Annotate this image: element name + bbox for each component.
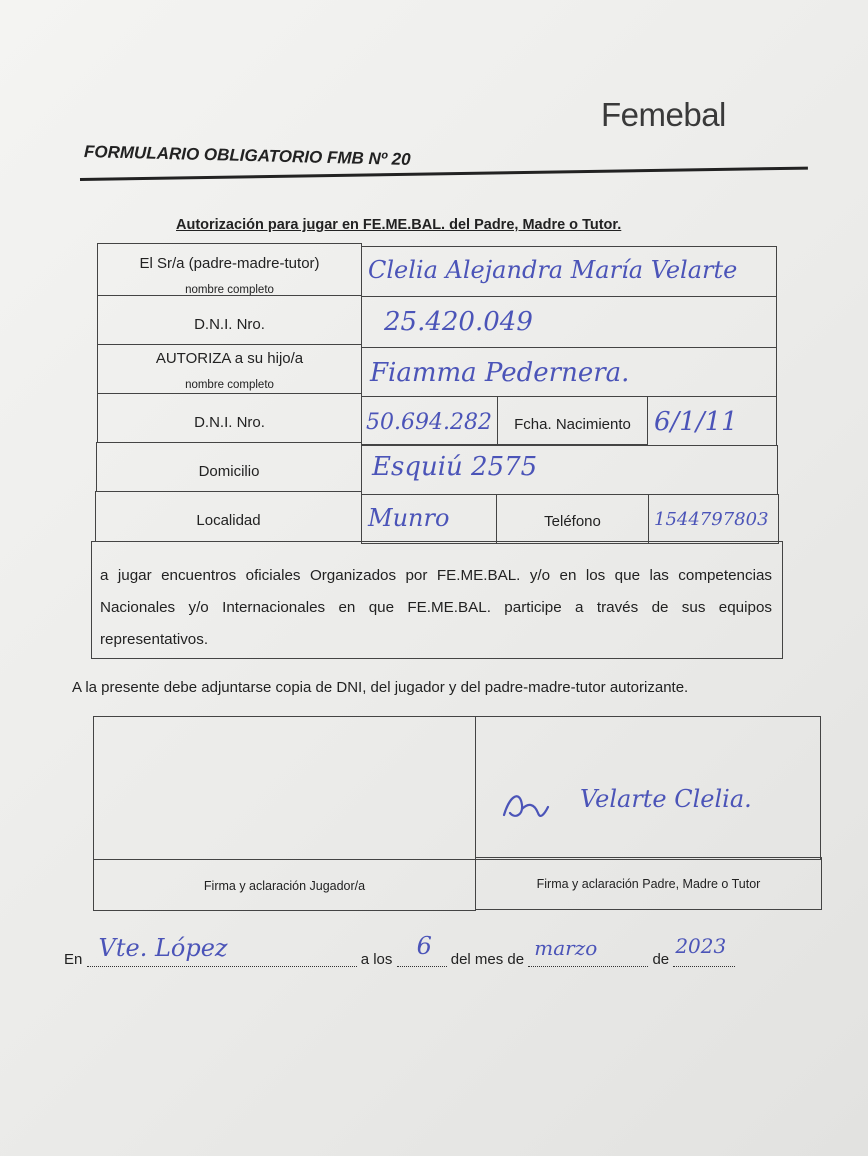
place-value: Vte. López bbox=[98, 934, 228, 962]
month-field bbox=[528, 936, 648, 967]
birth-date-value: 6/1/11 bbox=[654, 407, 738, 437]
child-name-value: Fiamma Pedernera. bbox=[370, 358, 630, 388]
signature-scribble-icon bbox=[500, 785, 560, 825]
day-value: 6 bbox=[416, 932, 432, 960]
child-sublabel: nombre completo bbox=[185, 379, 274, 391]
birth-label: Fcha. Nacimiento bbox=[514, 416, 631, 433]
month-value: marzo bbox=[534, 936, 598, 960]
logo-text: Femebal bbox=[601, 96, 726, 133]
address-label: Domicilio bbox=[198, 463, 260, 480]
year-value: 2023 bbox=[675, 934, 727, 958]
child-dni-label: D.N.I. Nro. bbox=[194, 414, 265, 431]
guardian-signature-label: Firma y aclaración Padre, Madre o Tutor bbox=[536, 877, 761, 891]
de-label: de bbox=[652, 951, 670, 968]
a-los-label: a los bbox=[360, 951, 393, 968]
child-dni-value: 50.694.282 bbox=[366, 410, 492, 435]
authorization-text: a jugar encuentros oficiales Organizados por FE.ME.BAL. y/o en los que las competencias Nacionales y/o Internacionales en que FE.ME.BAL. participe a través de sus equipos representativos. bbox=[100, 567, 772, 648]
title-divider bbox=[80, 167, 808, 181]
attachment-note: A la presente debe adjuntarse copia de DNI, del jugador y del padre-madre-tutor autorizante. bbox=[72, 679, 689, 696]
place-date-line bbox=[64, 932, 735, 968]
place-field bbox=[87, 934, 357, 967]
address-value: Esquiú 2575 bbox=[372, 452, 538, 482]
phone-label: Teléfono bbox=[544, 513, 601, 530]
guardian-sublabel: nombre completo bbox=[185, 284, 274, 296]
mes-label: del mes de bbox=[450, 951, 525, 968]
child-label: AUTORIZA a su hijo/a bbox=[155, 350, 304, 367]
guardian-dni-value: 25.420.049 bbox=[384, 307, 533, 337]
phone-value: 1544797803 bbox=[654, 509, 769, 530]
guardian-name-value: Clelia Alejandra María Velarte bbox=[368, 256, 738, 284]
guardian-dni-label: D.N.I. Nro. bbox=[194, 316, 265, 333]
femebal-logo bbox=[601, 96, 726, 134]
guardian-label: El Sr/a (padre-madre-tutor) bbox=[139, 255, 320, 272]
player-signature-area bbox=[93, 716, 476, 860]
form-title: FORMULARIO OBLIGATORIO FMB Nº 20 bbox=[83, 142, 411, 169]
city-label: Localidad bbox=[196, 512, 261, 529]
day-field bbox=[397, 932, 447, 967]
guardian-signature-text: Velarte Clelia. bbox=[580, 785, 752, 813]
form-subtitle: Autorización para jugar en FE.ME.BAL. del Padre, Madre o Tutor. bbox=[176, 217, 622, 233]
player-signature-label: Firma y aclaración Jugador/a bbox=[203, 879, 366, 893]
en-label: En bbox=[64, 951, 83, 968]
city-value: Munro bbox=[368, 504, 450, 532]
year-field bbox=[673, 934, 735, 967]
